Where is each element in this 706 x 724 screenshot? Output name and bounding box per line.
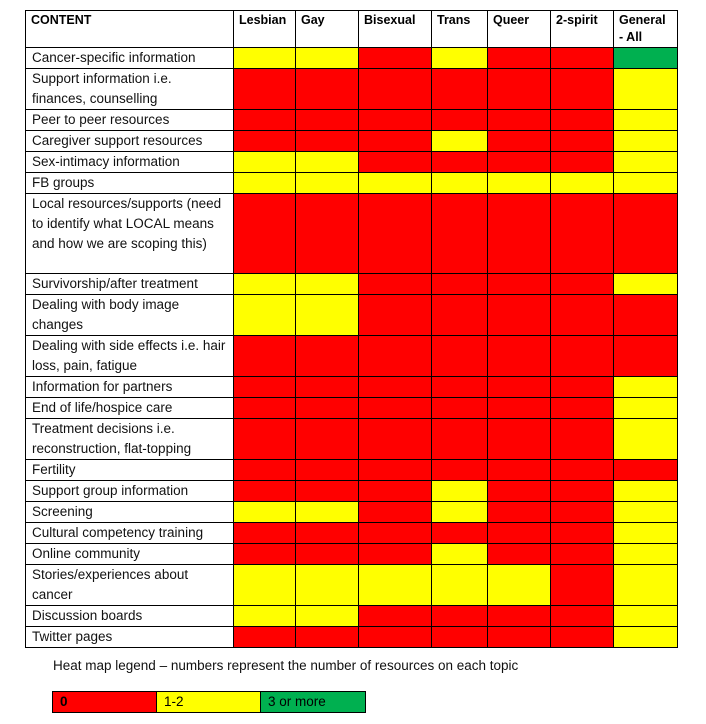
topic-cell: Treatment decisions i.e. reconstruction, flat-topping <box>26 419 234 460</box>
heat-cell <box>432 398 488 419</box>
header-bisexual: Bisexual <box>359 11 432 48</box>
topic-cell: Caregiver support resources <box>26 131 234 152</box>
heat-cell <box>296 398 359 419</box>
heat-cell <box>614 544 678 565</box>
heat-cell <box>488 110 551 131</box>
heat-cell <box>614 627 678 648</box>
table-row <box>26 377 678 398</box>
table-row <box>26 69 678 110</box>
heat-cell <box>614 274 678 295</box>
heat-cell <box>551 69 614 110</box>
heat-cell <box>432 152 488 173</box>
table-row <box>26 544 678 565</box>
topic-cell: Cultural competency training <box>26 523 234 544</box>
heat-cell <box>488 131 551 152</box>
topic-cell: Support group information <box>26 481 234 502</box>
table-row <box>26 523 678 544</box>
table-row <box>26 565 678 606</box>
heat-cell <box>432 69 488 110</box>
topic-cell: Cancer-specific information <box>26 48 234 69</box>
heat-cell <box>488 565 551 606</box>
heat-cell <box>551 481 614 502</box>
table-row <box>26 152 678 173</box>
topic-cell: Dealing with body image changes <box>26 295 234 336</box>
heat-cell <box>614 419 678 460</box>
topic-cell: Discussion boards <box>26 606 234 627</box>
topic-cell: Information for partners <box>26 377 234 398</box>
topic-cell: Stories/experiences about cancer <box>26 565 234 606</box>
heat-cell <box>488 481 551 502</box>
header-trans: Trans <box>432 11 488 48</box>
heat-cell <box>432 274 488 295</box>
heat-cell <box>432 131 488 152</box>
heat-cell <box>359 502 432 523</box>
topic-cell: Twitter pages <box>26 627 234 648</box>
heat-cell <box>234 481 296 502</box>
header-queer: Queer <box>488 11 551 48</box>
heat-cell <box>234 173 296 194</box>
heat-cell <box>359 544 432 565</box>
heat-cell <box>234 336 296 377</box>
heat-cell <box>614 194 678 274</box>
heat-cell <box>432 295 488 336</box>
table-row <box>26 131 678 152</box>
heat-cell <box>488 377 551 398</box>
legend-swatch-one-two: 1-2 <box>157 692 261 712</box>
heat-cell <box>296 627 359 648</box>
heat-cell <box>551 419 614 460</box>
heat-cell <box>551 173 614 194</box>
heat-cell <box>432 606 488 627</box>
heat-cell <box>234 274 296 295</box>
heat-cell <box>614 377 678 398</box>
table-row <box>26 110 678 131</box>
heat-cell <box>432 419 488 460</box>
heat-cell <box>359 523 432 544</box>
heat-cell <box>359 131 432 152</box>
heat-cell <box>296 173 359 194</box>
heat-cell <box>432 565 488 606</box>
heat-cell <box>551 606 614 627</box>
heat-cell <box>359 274 432 295</box>
topic-cell: Peer to peer resources <box>26 110 234 131</box>
heat-cell <box>296 481 359 502</box>
heat-cell <box>488 523 551 544</box>
heat-cell <box>614 565 678 606</box>
heat-cell <box>234 460 296 481</box>
heat-cell <box>296 48 359 69</box>
heat-cell <box>296 274 359 295</box>
topic-cell: Sex-intimacy information <box>26 152 234 173</box>
heat-cell <box>488 606 551 627</box>
heat-cell <box>551 295 614 336</box>
heat-cell <box>432 173 488 194</box>
heat-cell <box>551 460 614 481</box>
heat-cell <box>296 544 359 565</box>
heat-cell <box>551 377 614 398</box>
heat-cell <box>488 194 551 274</box>
heat-cell <box>432 336 488 377</box>
heat-cell <box>296 419 359 460</box>
topic-cell: End of life/hospice care <box>26 398 234 419</box>
heat-cell <box>551 627 614 648</box>
legend-swatch-three-plus: 3 or more <box>261 692 365 712</box>
heat-cell <box>488 48 551 69</box>
heat-cell <box>359 398 432 419</box>
heat-cell <box>614 336 678 377</box>
heat-cell <box>359 110 432 131</box>
heat-cell <box>432 502 488 523</box>
heat-cell <box>551 565 614 606</box>
table-row <box>26 48 678 69</box>
heat-cell <box>551 523 614 544</box>
topic-cell: Support information i.e. finances, counselling <box>26 69 234 110</box>
heat-cell <box>359 152 432 173</box>
heat-map-table <box>25 10 678 648</box>
heat-cell <box>551 398 614 419</box>
heat-cell <box>359 419 432 460</box>
heat-cell <box>234 565 296 606</box>
table-row <box>26 173 678 194</box>
heat-cell <box>296 69 359 110</box>
heat-cell <box>614 460 678 481</box>
topic-cell: FB groups <box>26 173 234 194</box>
heat-cell <box>432 377 488 398</box>
heat-cell <box>488 69 551 110</box>
heat-map-body <box>26 48 678 648</box>
heat-cell <box>359 606 432 627</box>
heat-cell <box>551 194 614 274</box>
heat-cell <box>614 481 678 502</box>
heat-cell <box>234 502 296 523</box>
heat-cell <box>551 131 614 152</box>
heat-cell <box>296 152 359 173</box>
heat-cell <box>296 460 359 481</box>
heat-cell <box>234 606 296 627</box>
heat-cell <box>614 110 678 131</box>
heat-cell <box>359 565 432 606</box>
heat-cell <box>432 48 488 69</box>
heat-cell <box>614 152 678 173</box>
heat-cell <box>432 544 488 565</box>
heat-cell <box>488 336 551 377</box>
topic-cell: Survivorship/after treatment <box>26 274 234 295</box>
header-content: CONTENT <box>26 11 234 48</box>
heat-cell <box>296 295 359 336</box>
heat-cell <box>296 131 359 152</box>
heat-cell <box>359 481 432 502</box>
table-row <box>26 502 678 523</box>
heat-cell <box>432 627 488 648</box>
heat-cell <box>296 523 359 544</box>
header-gay: Gay <box>296 11 359 48</box>
heat-cell <box>551 274 614 295</box>
topic-cell: Fertility <box>26 460 234 481</box>
header-general-all: General - All <box>614 11 678 48</box>
heat-cell <box>614 398 678 419</box>
heat-cell <box>234 544 296 565</box>
heat-cell <box>551 110 614 131</box>
heat-cell <box>296 502 359 523</box>
table-row <box>26 336 678 377</box>
heat-cell <box>488 152 551 173</box>
heat-cell <box>296 194 359 274</box>
heat-cell <box>551 48 614 69</box>
heat-cell <box>296 377 359 398</box>
legend-swatch-zero: 0 <box>53 692 157 712</box>
heat-cell <box>614 48 678 69</box>
header-lesbian: Lesbian <box>234 11 296 48</box>
heat-cell <box>614 523 678 544</box>
heat-cell <box>488 460 551 481</box>
heat-cell <box>551 502 614 523</box>
topic-cell: Screening <box>26 502 234 523</box>
heat-cell <box>614 69 678 110</box>
heat-cell <box>234 377 296 398</box>
legend <box>52 691 366 713</box>
heat-cell <box>234 110 296 131</box>
heat-cell <box>488 627 551 648</box>
heat-cell <box>614 295 678 336</box>
heat-cell <box>432 523 488 544</box>
heat-cell <box>488 173 551 194</box>
table-row <box>26 606 678 627</box>
header-2-spirit: 2-spirit <box>551 11 614 48</box>
heat-cell <box>359 48 432 69</box>
legend-title: Heat map legend – numbers represent the number of resources on each topic <box>53 658 519 673</box>
heat-cell <box>296 110 359 131</box>
heat-cell <box>359 173 432 194</box>
heat-cell <box>234 398 296 419</box>
heat-cell <box>614 502 678 523</box>
heat-cell <box>551 544 614 565</box>
heat-cell <box>359 295 432 336</box>
table-row <box>26 419 678 460</box>
topic-cell: Online community <box>26 544 234 565</box>
heat-cell <box>234 627 296 648</box>
heat-cell <box>234 48 296 69</box>
heat-cell <box>432 194 488 274</box>
topic-cell: Dealing with side effects i.e. hair loss, pain, fatigue <box>26 336 234 377</box>
heat-cell <box>296 565 359 606</box>
table-row <box>26 274 678 295</box>
heat-cell <box>359 69 432 110</box>
topic-cell: Local resources/supports (need to identify what LOCAL means and how we are scoping this) <box>26 194 234 274</box>
heat-cell <box>234 194 296 274</box>
heat-cell <box>488 419 551 460</box>
heat-cell <box>488 398 551 419</box>
table-row <box>26 627 678 648</box>
heat-cell <box>296 606 359 627</box>
heat-cell <box>614 606 678 627</box>
table-row <box>26 398 678 419</box>
heat-cell <box>488 274 551 295</box>
heat-cell <box>234 152 296 173</box>
heat-cell <box>359 194 432 274</box>
heat-cell <box>359 460 432 481</box>
heat-cell <box>432 481 488 502</box>
table-row <box>26 460 678 481</box>
heat-cell <box>614 173 678 194</box>
table-row <box>26 481 678 502</box>
heat-cell <box>432 110 488 131</box>
heat-cell <box>234 69 296 110</box>
header-row <box>26 11 678 48</box>
heat-cell <box>296 336 359 377</box>
heat-cell <box>234 295 296 336</box>
heat-cell <box>488 544 551 565</box>
heat-cell <box>432 460 488 481</box>
heat-cell <box>488 295 551 336</box>
heat-cell <box>234 419 296 460</box>
heat-cell <box>234 131 296 152</box>
heat-cell <box>359 336 432 377</box>
table-row <box>26 295 678 336</box>
table-row <box>26 194 678 274</box>
heat-cell <box>488 502 551 523</box>
heat-cell <box>614 131 678 152</box>
heat-cell <box>551 152 614 173</box>
heat-cell <box>359 627 432 648</box>
heat-cell <box>551 336 614 377</box>
heat-cell <box>359 377 432 398</box>
heat-cell <box>234 523 296 544</box>
